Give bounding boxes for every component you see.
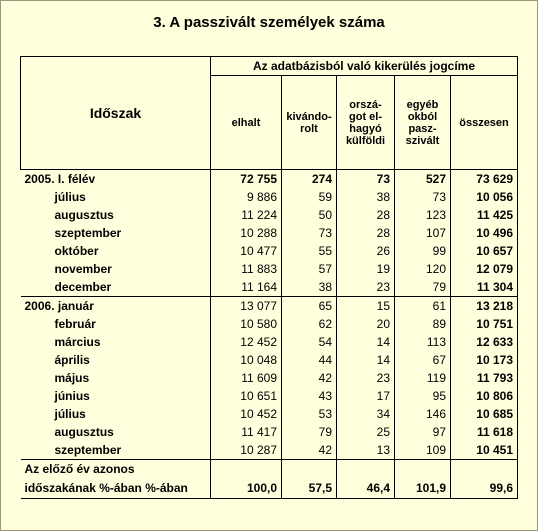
period-cell: szeptember xyxy=(54,226,122,240)
value-cell: 73 xyxy=(282,224,337,242)
value-cell: 11 417 xyxy=(211,423,282,441)
period-cell: 2005. I. félév xyxy=(21,170,211,189)
value-cell: 55 xyxy=(282,242,337,260)
period-cell: július xyxy=(54,407,86,421)
total-cell: 10 657 xyxy=(451,242,518,260)
value-cell: 9 886 xyxy=(211,188,282,206)
value-cell: 65 xyxy=(282,297,337,316)
value-cell: 123 xyxy=(395,206,451,224)
value-cell: 28 xyxy=(337,224,395,242)
table-row xyxy=(21,351,518,369)
value-cell: 79 xyxy=(395,278,451,297)
value-cell: 89 xyxy=(395,315,451,333)
value-cell: 13 077 xyxy=(211,297,282,316)
value-cell: 23 xyxy=(337,369,395,387)
table-row xyxy=(21,170,518,189)
table-row xyxy=(21,405,518,423)
period-cell: november xyxy=(54,262,112,276)
value-cell: 62 xyxy=(282,315,337,333)
table-row xyxy=(21,441,518,460)
value-cell: 44 xyxy=(282,351,337,369)
value-cell: 11 883 xyxy=(211,260,282,278)
value-cell: 42 xyxy=(282,369,337,387)
value-cell: 10 288 xyxy=(211,224,282,242)
footer-value: 46,4 xyxy=(337,478,395,498)
value-cell: 99 xyxy=(395,242,451,260)
total-cell: 10 056 xyxy=(451,188,518,206)
footer-value: 57,5 xyxy=(282,478,337,498)
table-row xyxy=(21,242,518,260)
table-row xyxy=(21,206,518,224)
total-cell: 12 633 xyxy=(451,333,518,351)
total-cell: 10 451 xyxy=(451,441,518,460)
total-cell: 10 496 xyxy=(451,224,518,242)
value-cell: 53 xyxy=(282,405,337,423)
value-cell: 38 xyxy=(282,278,337,297)
value-cell: 20 xyxy=(337,315,395,333)
value-cell: 10 452 xyxy=(211,405,282,423)
period-cell: szeptember xyxy=(54,443,122,457)
value-cell: 34 xyxy=(337,405,395,423)
total-cell: 11 618 xyxy=(451,423,518,441)
value-cell: 14 xyxy=(337,333,395,351)
value-cell: 73 xyxy=(395,188,451,206)
table-row xyxy=(21,224,518,242)
col-header-elhalt: elhalt xyxy=(211,76,282,170)
table-row xyxy=(21,315,518,333)
value-cell: 61 xyxy=(395,297,451,316)
value-cell: 146 xyxy=(395,405,451,423)
value-cell: 23 xyxy=(337,278,395,297)
footer-value: 100,0 xyxy=(211,478,282,498)
value-cell: 17 xyxy=(337,387,395,405)
total-cell: 11 425 xyxy=(451,206,518,224)
value-cell: 67 xyxy=(395,351,451,369)
period-cell: július xyxy=(54,190,86,204)
value-cell: 50 xyxy=(282,206,337,224)
table-row xyxy=(21,333,518,351)
value-cell: 28 xyxy=(337,206,395,224)
total-cell: 11 304 xyxy=(451,278,518,297)
value-cell: 26 xyxy=(337,242,395,260)
footer-label-1: Az előző év azonos xyxy=(21,460,211,479)
value-cell: 109 xyxy=(395,441,451,460)
value-cell: 10 287 xyxy=(211,441,282,460)
period-cell: június xyxy=(54,389,90,403)
value-cell: 57 xyxy=(282,260,337,278)
value-cell: 73 xyxy=(337,170,395,189)
footer-value: 99,6 xyxy=(451,478,518,498)
total-cell: 10 806 xyxy=(451,387,518,405)
total-cell: 10 173 xyxy=(451,351,518,369)
period-cell: március xyxy=(54,335,101,349)
period-cell: augusztus xyxy=(54,425,114,439)
total-cell: 10 751 xyxy=(451,315,518,333)
total-cell: 73 629 xyxy=(451,170,518,189)
value-cell: 54 xyxy=(282,333,337,351)
value-cell: 107 xyxy=(395,224,451,242)
value-cell: 19 xyxy=(337,260,395,278)
footer-label-2: időszakának %-ában %-ában xyxy=(21,478,211,498)
value-cell: 59 xyxy=(282,188,337,206)
total-cell: 10 685 xyxy=(451,405,518,423)
footer-value: 101,9 xyxy=(395,478,451,498)
value-cell: 119 xyxy=(395,369,451,387)
value-cell: 79 xyxy=(282,423,337,441)
value-cell: 113 xyxy=(395,333,451,351)
col-header-kivandorolt: kivándo- rolt xyxy=(282,76,337,170)
value-cell: 42 xyxy=(282,441,337,460)
period-cell: 2006. január xyxy=(21,297,211,316)
table-row xyxy=(21,260,518,278)
value-cell: 43 xyxy=(282,387,337,405)
value-cell: 527 xyxy=(395,170,451,189)
table-row xyxy=(21,423,518,441)
value-cell: 11 164 xyxy=(211,278,282,297)
period-cell: augusztus xyxy=(54,208,114,222)
value-cell: 15 xyxy=(337,297,395,316)
value-cell: 11 224 xyxy=(211,206,282,224)
period-cell: október xyxy=(54,244,99,258)
value-cell: 12 452 xyxy=(211,333,282,351)
value-cell: 14 xyxy=(337,351,395,369)
total-cell: 11 793 xyxy=(451,369,518,387)
value-cell: 13 xyxy=(337,441,395,460)
value-cell: 10 048 xyxy=(211,351,282,369)
value-cell: 95 xyxy=(395,387,451,405)
col-header-orszagot-elhagyo: orszá- got el- hagyó külföldi xyxy=(337,76,395,170)
value-cell: 97 xyxy=(395,423,451,441)
passive-persons-table xyxy=(20,56,518,499)
value-cell: 72 755 xyxy=(211,170,282,189)
value-cell: 10 580 xyxy=(211,315,282,333)
table-row xyxy=(21,297,518,316)
col-header-egyeb-okbol: egyéb okból pasz- szivált xyxy=(395,76,451,170)
col-header-osszesen: összesen xyxy=(451,76,518,170)
value-cell: 120 xyxy=(395,260,451,278)
value-cell: 38 xyxy=(337,188,395,206)
value-cell: 25 xyxy=(337,423,395,441)
table-row xyxy=(21,278,518,297)
total-cell: 12 079 xyxy=(451,260,518,278)
group-header: Az adatbázisból való kikerülés jogcíme xyxy=(211,57,518,76)
table-row xyxy=(21,188,518,206)
period-cell: december xyxy=(54,280,112,294)
value-cell: 274 xyxy=(282,170,337,189)
period-cell: május xyxy=(54,371,90,385)
table-row xyxy=(21,387,518,405)
value-cell: 10 477 xyxy=(211,242,282,260)
page-title: 3. A passzivált személyek száma xyxy=(153,14,385,31)
value-cell: 11 609 xyxy=(211,369,282,387)
value-cell: 10 651 xyxy=(211,387,282,405)
total-cell: 13 218 xyxy=(451,297,518,316)
period-header: Időszak xyxy=(21,57,211,170)
period-cell: április xyxy=(54,353,90,367)
period-cell: február xyxy=(54,317,96,331)
table-row xyxy=(21,369,518,387)
